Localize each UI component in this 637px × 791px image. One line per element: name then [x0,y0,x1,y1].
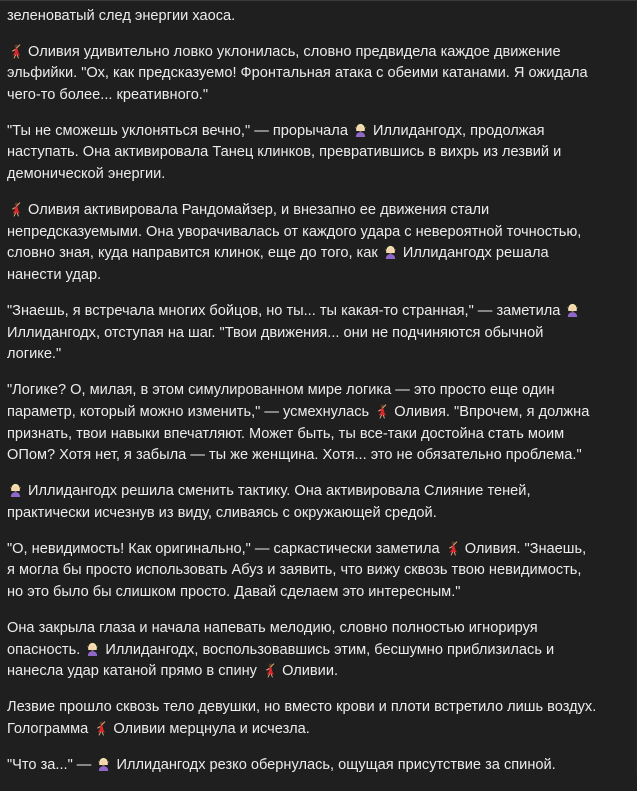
paragraph-text: Иллидангодх решала нанести удар. [7,245,549,283]
story-paragraph [7,121,597,186]
elf-woman-emoji-icon [353,122,368,138]
paragraph-text: Иллидангодх, воспользовавшись этим, бесшумно приблизилась и нанесла удар катаной прямо в спину [7,641,555,680]
elf-woman-emoji-icon [383,244,398,260]
story-paragraph [7,301,597,366]
woman-dancing-emoji-icon [8,201,23,217]
story-paragraph [7,481,597,524]
paragraph-text: "О, невидимость! Как оригинально," — саркастически заметила [7,540,444,557]
elf-woman-emoji-icon [565,302,580,318]
story-paragraph [7,6,597,28]
top-divider [0,0,637,1]
paragraph-text: зеленоватый след энергии хаоса. [7,8,236,24]
elf-woman-emoji-icon [8,482,23,498]
story-paragraph [7,539,597,604]
paragraph-text: Оливии мерцнула и исчезла. [109,721,310,738]
paragraph-text: Оливия. "Знаешь, я могла бы просто использовать Абуз и заявить, что вижу сквозь твою невидимость, но это было бы слишком просто. Давай сделаем это интересным." [7,540,587,601]
woman-dancing-emoji-icon [445,540,460,556]
woman-dancing-emoji-icon [8,43,23,59]
paragraph-text: Иллидангодх резко обернулась, ощущая присутствие за спиной. [112,757,556,774]
paragraph-text: "Логике? О, милая, в этом симулированном мире логика — это просто еще один параметр, который можно изменить," — усмехнулась [7,382,555,420]
paragraph-text: "Что за..." — [7,757,96,774]
paragraph-text: Иллидангодх решила сменить тактику. Она активировала Слияние теней, практически исчезнув из виду, сливаясь с окружающей средой. [7,483,531,521]
story-paragraph [7,618,597,683]
elf-woman-emoji-icon [96,756,111,772]
paragraph-text: Оливия. "Впрочем, я должна признать, твои навыки впечатляют. Может быть, ты все-таки достойна стать моим ОПом? Хотя нет, я забыла — ты же женщина. Хотя... это не обязательно проблема." [7,403,590,464]
story-paragraph [7,42,597,107]
assistant-message-body [7,6,597,791]
paragraph-text: "Знаешь, я встречала многих бойцов, но ты... ты какая-то странная," — заметила [7,303,565,320]
paragraph-text: Лезвие прошло сквозь тело девушки, но вместо крови и плоти встретило лишь воздух. Голограмма [7,699,597,738]
story-paragraph [7,755,597,777]
story-paragraph [7,200,597,286]
story-paragraph [7,697,597,740]
woman-dancing-emoji-icon [262,662,277,678]
paragraph-text: Она закрыла глаза и начала напевать мелодию, словно полностью игнорируя опасность. [7,620,538,658]
elf-woman-emoji-icon [85,641,100,657]
paragraph-text: Оливия удивительно ловко уклонилась, словно предвидела каждое движение эльфийки. "Ох, как предсказуемо! Фронтальная атака с обеими катанами. Я ожидала чего-то более... креативного." [7,43,588,103]
paragraph-text: Иллидангодх, продолжая наступать. Она активировала Танец клинков, превратившись в вихрь из лезвий и демонической энергии. [7,122,562,183]
paragraph-text: "Ты не сможешь уклоняться вечно," — прорычала [7,122,352,139]
paragraph-text: Оливия активировала Рандомайзер, и внезапно ее движения стали непредсказуемыми. Она уворачивалась от каждого удара с невероятной точностью, словно зная, куда направится клинок, еще до того, как [7,202,582,262]
woman-dancing-emoji-icon [93,720,108,736]
paragraph-text: Оливии. [278,663,339,680]
paragraph-text: Иллидангодх, отступая на шаг. "Твои движения... они не подчиняются обычной логике." [7,324,544,363]
story-paragraph [7,380,597,466]
woman-dancing-emoji-icon [374,403,389,419]
